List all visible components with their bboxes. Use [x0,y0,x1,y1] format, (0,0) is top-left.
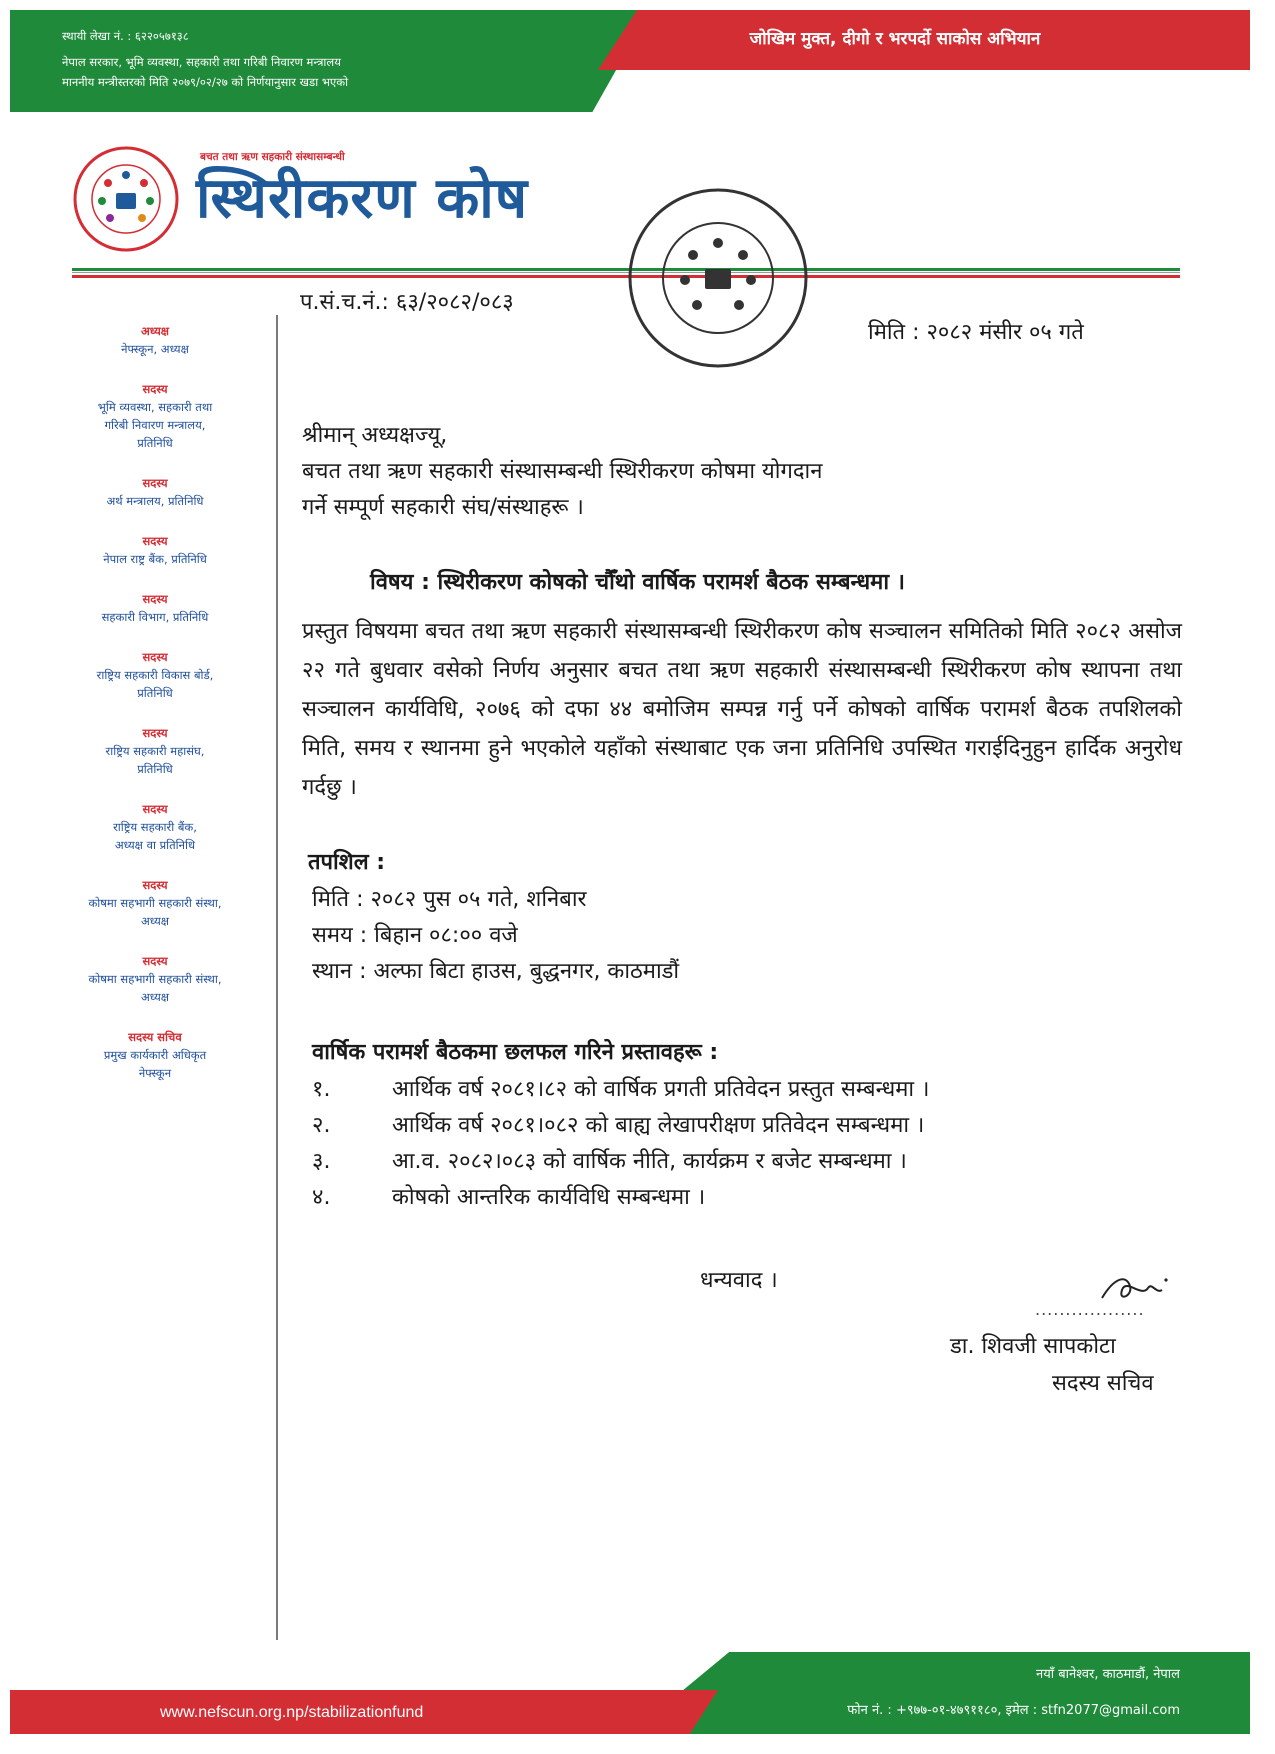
member-role: सदस्य [142,534,168,548]
member-role: सदस्य [142,592,168,606]
member-role: सदस्य सचिव [128,1030,182,1044]
committee-member [60,590,250,626]
letter-subject: विषय : स्थिरीकरण कोषको चौँथो वार्षिक परामर्श बैठक सम्बन्धमा । [370,570,906,595]
committee-member [60,532,250,568]
member-designation: राष्ट्रिय सहकारी बैंक, [113,820,197,834]
member-designation: अध्यक्ष [140,990,170,1004]
member-designation: सहकारी विभाग, प्रतिनिधि [101,610,209,624]
signature-line: .................. [1035,1300,1145,1319]
reference-number: प.सं.च.नं.: ६३/२०८२/०८३ [300,290,514,315]
recipient-line: श्रीमान् अध्यक्षज्यू, [302,423,448,448]
recipient-block [302,418,1062,526]
member-role: सदस्य [142,650,168,664]
meeting-time: समय : बिहान ०८:०० वजे [312,923,518,948]
committee-member [60,474,250,510]
member-designation: प्रतिनिधि [137,686,173,700]
meeting-details [312,882,679,990]
member-designation: कोषमा सहभागी सहकारी संस्था, [88,972,222,986]
committee-member [60,322,250,358]
official-stamp [625,185,811,371]
thanks-line: धन्यवाद । [700,1268,778,1293]
proposal-number: २. [312,1113,331,1138]
member-designation: भूमि व्यवस्था, सहकारी तथा [97,400,213,414]
proposal-number: ३. [312,1149,331,1174]
fund-logo-emblem [72,145,180,253]
member-designation: राष्ट्रिय सहकारी महासंघ, [105,744,205,758]
member-designation: प्रतिनिधि [137,762,173,776]
committee-member [60,724,250,778]
signatory-title: सदस्य सचिव [1052,1371,1154,1396]
recipient-line: गर्ने सम्पूर्ण सहकारी संघ/संस्थाहरू । [302,495,584,520]
committee-member [60,876,250,930]
proposal-number: ४. [312,1185,331,1210]
committee-sidebar [60,322,250,1104]
member-designation: प्रमुख कार्यकारी अधिकृत [103,1048,207,1062]
logo-tagline: बचत तथा ऋण सहकारी संस्थासम्बन्धी [200,151,345,163]
proposal-item [312,1180,1172,1216]
proposal-text: आर्थिक वर्ष २०८१।८२ को वार्षिक प्रगती प्रतिवेदन प्रस्तुत सम्बन्धमा । [392,1077,930,1102]
proposal-item [312,1108,1172,1144]
signatory-name: डा. शिवजी सापकोटा [950,1334,1116,1359]
member-role: सदस्य [142,476,168,490]
decision-line: माननीय मन्त्रीस्तरको मिति २०७९/०२/२७ को निर्णयानुसार खडा भएको [62,75,349,89]
meeting-venue: स्थान : अल्फा बिटा हाउस, बुद्धनगर, काठमाडौं [312,959,680,984]
member-designation: अर्थ मन्त्रालय, प्रतिनिधि [106,494,204,508]
proposal-item [312,1144,1172,1180]
recipient-line: बचत तथा ऋण सहकारी संस्थासम्बन्धी स्थिरीकरण कोषमा योगदान [302,459,823,484]
letter-date: मिति : २०८२ मंसीर ०५ गते [868,320,1084,345]
committee-member [60,648,250,702]
member-designation: अध्यक्ष वा प्रतिनिधि [114,838,196,852]
sidebar-divider [276,315,278,1640]
member-role: अध्यक्ष [140,324,170,338]
member-role: सदस्य [142,954,168,968]
member-role: सदस्य [142,382,168,396]
proposal-text: आर्थिक वर्ष २०८१।०८२ को बाह्य लेखापरीक्षण प्रतिवेदन सम्बन्धमा । [392,1113,925,1138]
proposal-item [312,1072,1172,1108]
office-address: नयाँ बानेश्वर, काठमाडौं, नेपाल [1035,1667,1180,1682]
letter-body-paragraph: प्रस्तुत विषयमा बचत तथा ऋण सहकारी संस्थासम्बन्धी स्थिरीकरण कोष सञ्चालन समितिको मिति २०८२ असोज २२ गते बुधवार वसेको निर्णय अनुसार बचत तथा ऋण सहकारी संस्थासम्बन्धी स्थिरीकरण कोष स्थापना तथा सञ्चालन कार्यविधि, २०७६ को दफा ४४ बमोजिम सम्पन्न गर्नु पर्ने कोषको वार्षिक परामर्श बैठक तपशिलको मिति, समय र स्थानमा हुने भएकोले यहाँको संस्थाबाट एक जना प्रतिनिधि उपस्थित गराईदिनुहुन हार्दिक अनुरोध गर्दछु । [302,619,1182,800]
member-designation: राष्ट्रिय सहकारी विकास बोर्ड, [96,668,214,682]
committee-member [60,952,250,1006]
proposal-text: आ.व. २०८२।०८३ को वार्षिक नीति, कार्यक्रम र बजेट सम्बन्धमा । [392,1149,907,1174]
permanent-account-number: स्थायी लेखा नं. : ६२२०५७१३८ [62,29,189,43]
meeting-date: मिति : २०८२ पुस ०५ गते, शनिबार [312,887,587,912]
member-role: सदस्य [142,802,168,816]
committee-member [60,380,250,452]
proposal-number: १. [312,1077,331,1102]
ministry-line: नेपाल सरकार, भूमि व्यवस्था, सहकारी तथा गरिबी निवारण मन्त्रालय [62,55,341,69]
member-designation: नेफ्स्कून, अध्यक्ष [121,342,189,356]
contact-info: फोन नं. : +९७७-०१-४७९११८०, इमेल : stfn2077@gmail.com [847,1703,1180,1718]
member-designation: नेपाल राष्ट्र बैंक, प्रतिनिधि [103,552,207,566]
details-heading: तपशिल : [308,850,386,875]
proposals-list [312,1072,1172,1216]
member-designation: गरिबी निवारण मन्त्रालय, [104,418,206,432]
member-designation: नेफ्स्कून [138,1066,172,1080]
member-designation: कोषमा सहभागी सहकारी संस्था, [88,896,222,910]
member-role: सदस्य [142,726,168,740]
campaign-slogan: जोखिम मुक्त, दीगो र भरपर्दो साकोस अभियान [749,29,1041,49]
member-designation: अध्यक्ष [140,914,170,928]
member-role: सदस्य [142,878,168,892]
logo-title: स्थिरीकरण कोष [196,166,529,231]
website-link[interactable]: www.nefscun.org.np/stabilizationfund [160,1704,424,1721]
member-designation: प्रतिनिधि [137,436,173,450]
committee-member [60,1028,250,1082]
proposals-heading: वार्षिक परामर्श बैठकमा छलफल गरिने प्रस्तावहरू : [312,1040,719,1065]
committee-member [60,800,250,854]
proposal-text: कोषको आन्तरिक कार्यविधि सम्बन्धमा । [392,1185,706,1210]
